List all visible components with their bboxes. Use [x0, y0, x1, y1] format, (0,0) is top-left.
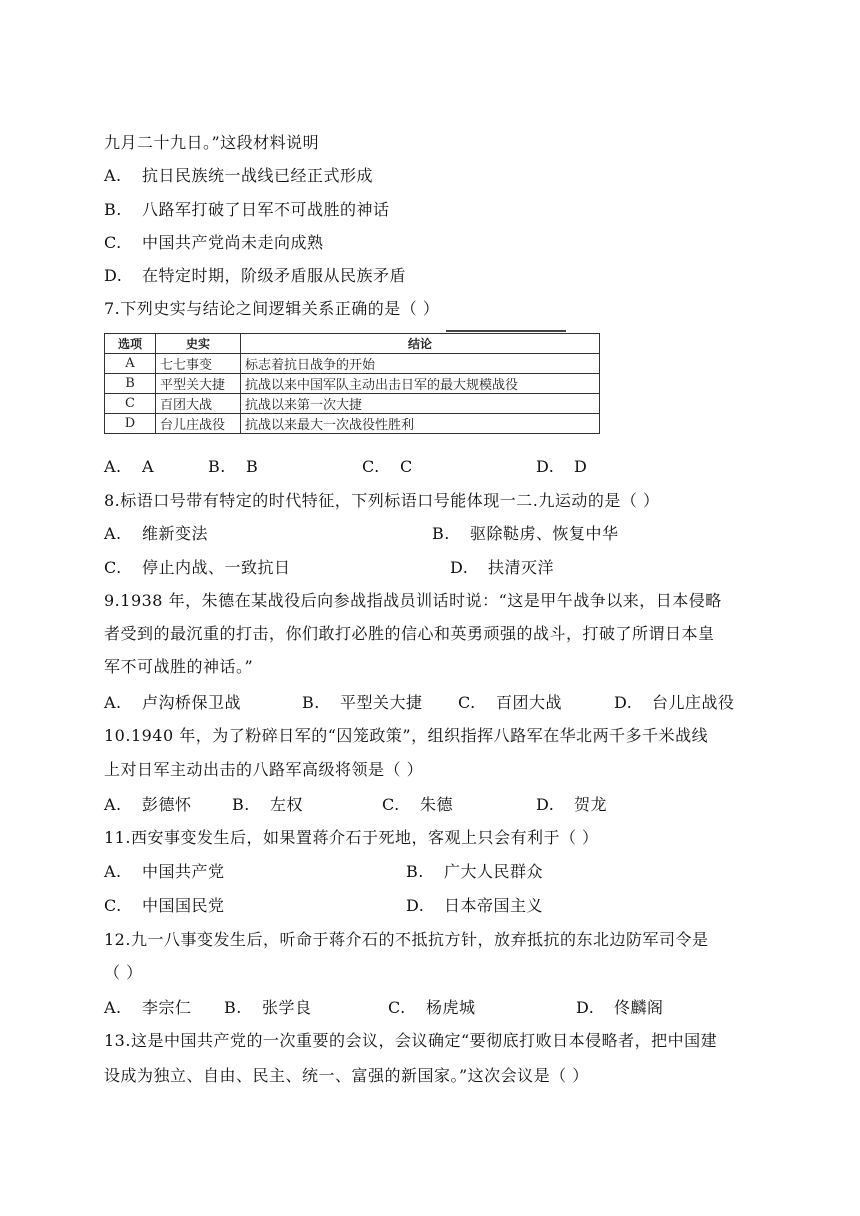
q10-option-a: [104, 795, 192, 815]
option-label: C.: [382, 795, 400, 814]
option-label: A.: [104, 524, 122, 543]
option-text: 中国国民党: [142, 896, 225, 915]
table-header-cell: 选项: [105, 334, 156, 354]
option-text: 左权: [270, 795, 304, 814]
q6-option-a: [104, 166, 373, 186]
option-text: A: [142, 457, 155, 476]
q6-option-d: [104, 266, 406, 286]
option-label: B.: [104, 200, 122, 219]
option-label: A.: [104, 862, 122, 881]
option-label: C.: [104, 558, 122, 577]
table-cell: C: [105, 394, 156, 414]
q7-option-a: [104, 457, 154, 477]
option-text: 佟麟阁: [614, 998, 664, 1017]
q8-option-d: [450, 558, 554, 578]
q9-option-b: [302, 693, 423, 713]
table-cell: 标志着抗日战争的开始: [241, 354, 600, 374]
option-text: 杨虎城: [426, 998, 476, 1017]
q7-option-c: [362, 457, 413, 477]
q9-option-d: [614, 693, 735, 713]
q6-option-c: [104, 233, 324, 253]
q7-table: [104, 333, 600, 434]
option-label: B.: [208, 457, 226, 476]
table-cell: B: [105, 374, 156, 394]
option-label: D.: [450, 558, 469, 577]
table-header-row: [105, 334, 600, 354]
q12-option-c: [388, 998, 476, 1018]
q7-option-b: [208, 457, 258, 477]
option-text: 李宗仁: [142, 998, 192, 1017]
option-label: B.: [432, 524, 450, 543]
q8-stem: 8.标语口号带有特定的时代特征，下列标语口号能体现一二.九运动的是（ ）: [104, 491, 660, 510]
option-text: 扶清灭洋: [488, 558, 555, 577]
q11-option-a: [104, 862, 225, 882]
option-text: 在特定时期，阶级矛盾服从民族矛盾: [142, 266, 407, 285]
table-cell: 抗战以来第一次大捷: [241, 394, 600, 414]
option-label: B.: [224, 998, 242, 1017]
table-row: [105, 394, 600, 414]
q12-option-d: [576, 998, 664, 1018]
option-text: 日本帝国主义: [444, 896, 544, 915]
q12-stem-line1: 12.九一八事变发生后，听命于蒋介石的不抵抗方针，放弃抵抗的东北边防军司令是: [104, 930, 709, 949]
table-cell: 七七事变: [156, 354, 241, 374]
option-text: B: [246, 457, 259, 476]
q10-option-c: [382, 795, 453, 815]
q6-option-b: [104, 200, 390, 220]
q8-option-c: [104, 558, 291, 578]
q9-option-a: [104, 693, 241, 713]
option-text: 台儿庄战役: [652, 693, 735, 712]
table-row: [105, 354, 600, 374]
option-label: C.: [362, 457, 380, 476]
option-text: 朱德: [420, 795, 454, 814]
q8-option-a: [104, 524, 208, 544]
table-cell: 百团大战: [156, 394, 241, 414]
q7-option-d: [536, 457, 587, 477]
table-cell: 台儿庄战役: [156, 414, 241, 434]
table-cell: D: [105, 414, 156, 434]
option-label: C.: [104, 233, 122, 252]
option-text: 百团大战: [496, 693, 563, 712]
option-text: 卢沟桥保卫战: [142, 693, 242, 712]
option-label: B.: [232, 795, 250, 814]
option-text: D: [574, 457, 588, 476]
q11-option-d: [406, 896, 543, 916]
table-cell: 抗战以来最大一次战役性胜利: [241, 414, 600, 434]
q9-stem-line1: 9.1938 年，朱德在某战役后向参战指战员训话时说：“这是甲午战争以来，日本侵略: [104, 591, 722, 610]
option-label: D.: [576, 998, 595, 1017]
q11-option-c: [104, 896, 225, 916]
option-text: 彭德怀: [142, 795, 192, 814]
q8-option-b: [432, 524, 619, 544]
q12-option-b: [224, 998, 312, 1018]
option-label: C.: [104, 896, 122, 915]
option-label: D.: [614, 693, 633, 712]
option-text: 停止内战、一致抗日: [142, 558, 291, 577]
option-text: 中国共产党: [142, 862, 225, 881]
option-label: A.: [104, 795, 122, 814]
q10-stem-line2: 上对日军主动出击的八路军高级将领是（ ）: [104, 760, 424, 779]
table-cell: A: [105, 354, 156, 374]
option-label: D.: [536, 457, 555, 476]
q10-stem-line1: 10.1940 年，为了粉碎日军的“囚笼政策”，组织指挥八路军在华北两千多千米战线: [104, 726, 709, 745]
option-label: A.: [104, 693, 122, 712]
scan-artifact-line: [446, 330, 566, 332]
option-text: 维新变法: [142, 524, 209, 543]
q12-stem-line2: （ ）: [104, 963, 143, 982]
table-cell: 平型关大捷: [156, 374, 241, 394]
table-header-cell: 结论: [241, 334, 600, 354]
table-row: [105, 414, 600, 434]
option-text: C: [400, 457, 413, 476]
q6-stem-end: 九月二十九日。”这段材料说明: [104, 133, 320, 152]
q11-option-b: [406, 862, 543, 882]
q10-option-d: [536, 795, 607, 815]
option-label: D.: [406, 896, 425, 915]
q10-option-b: [232, 795, 303, 815]
option-label: C.: [388, 998, 406, 1017]
option-label: A.: [104, 457, 122, 476]
table-header-cell: 史实: [156, 334, 241, 354]
q9-stem-line3: 军不可战胜的神话。”: [104, 657, 254, 676]
q13-stem-line1: 13.这是中国共产党的一次重要的会议，会议确定“要彻底打败日本侵略者，把中国建: [104, 1031, 718, 1050]
q12-option-a: [104, 998, 192, 1018]
q9-stem-line2: 者受到的最沉重的打击，你们敢打必胜的信心和英勇顽强的战斗，打破了所谓日本皇: [104, 624, 715, 643]
option-text: 抗日民族统一战线已经正式形成: [142, 166, 374, 185]
q7-stem: 7.下列史实与结论之间逻辑关系正确的是（ ）: [104, 299, 440, 318]
option-label: B.: [406, 862, 424, 881]
option-label: B.: [302, 693, 320, 712]
q9-option-c: [458, 693, 562, 713]
option-text: 中国共产党尚未走向成熟: [142, 233, 324, 252]
table-cell: 抗战以来中国军队主动出击日军的最大规模战役: [241, 374, 600, 394]
q11-stem: 11.西安事变发生后，如果置蒋介石于死地，客观上只会有利于（ ）: [104, 828, 599, 847]
table-row: [105, 374, 600, 394]
option-label: C.: [458, 693, 476, 712]
option-label: A.: [104, 166, 122, 185]
q13-stem-line2: 设成为独立、自由、民主、统一、富强的新国家。”这次会议是（ ）: [104, 1066, 589, 1085]
option-text: 广大人民群众: [444, 862, 544, 881]
option-text: 驱除鞑虏、恢复中华: [470, 524, 619, 543]
option-text: 贺龙: [574, 795, 608, 814]
option-label: A.: [104, 998, 122, 1017]
option-label: D.: [104, 266, 123, 285]
option-label: D.: [536, 795, 555, 814]
option-text: 八路军打破了日军不可战胜的神话: [142, 200, 390, 219]
option-text: 平型关大捷: [340, 693, 423, 712]
option-text: 张学良: [262, 998, 312, 1017]
